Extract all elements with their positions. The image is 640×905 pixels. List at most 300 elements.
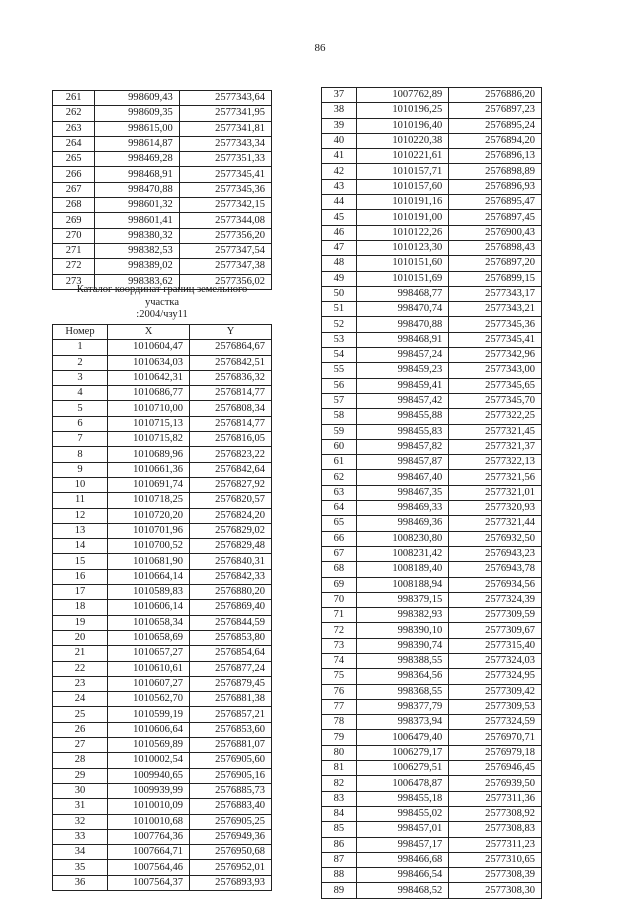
point-number: 73 — [322, 638, 357, 653]
y-coordinate: 2576824,20 — [190, 508, 272, 523]
table-row — [53, 477, 272, 492]
x-coordinate: 1008188,94 — [356, 577, 449, 592]
y-coordinate: 2577308,83 — [449, 822, 542, 837]
point-number: 17 — [53, 585, 108, 600]
table-row — [322, 317, 542, 332]
point-number: 46 — [322, 225, 357, 240]
y-coordinate: 2577321,56 — [449, 470, 542, 485]
point-number: 14 — [53, 539, 108, 554]
x-coordinate: 998467,40 — [356, 470, 449, 485]
y-coordinate: 2576853,60 — [190, 722, 272, 737]
table-row — [53, 738, 272, 753]
point-number: 21 — [53, 646, 108, 661]
y-coordinate: 2577351,33 — [179, 152, 271, 167]
y-coordinate: 2576857,21 — [190, 707, 272, 722]
table-row — [53, 615, 272, 630]
table-row — [53, 416, 272, 431]
point-number: 50 — [322, 286, 357, 301]
point-number: 4 — [53, 386, 108, 401]
point-number: 59 — [322, 424, 357, 439]
point-number: 8 — [53, 447, 108, 462]
y-coordinate: 2576897,45 — [449, 210, 542, 225]
x-coordinate: 1010010,09 — [108, 799, 190, 814]
table-row — [53, 213, 272, 228]
coordinates-table-right — [321, 87, 542, 899]
point-number: 10 — [53, 477, 108, 492]
y-coordinate: 2576932,50 — [449, 531, 542, 546]
y-coordinate: 2577321,37 — [449, 439, 542, 454]
x-coordinate: 998601,32 — [95, 198, 180, 213]
x-coordinate: 998457,82 — [356, 439, 449, 454]
point-number: 7 — [53, 432, 108, 447]
point-number: 20 — [53, 630, 108, 645]
table-row — [322, 271, 542, 286]
point-number: 76 — [322, 684, 357, 699]
point-number: 41 — [322, 149, 357, 164]
y-coordinate: 2576814,77 — [190, 416, 272, 431]
x-coordinate: 998455,83 — [356, 424, 449, 439]
point-number: 31 — [53, 799, 108, 814]
point-number: 24 — [53, 692, 108, 707]
y-coordinate: 2577343,34 — [179, 136, 271, 151]
point-number: 89 — [322, 883, 357, 898]
x-coordinate: 998389,02 — [95, 259, 180, 274]
x-coordinate: 998601,41 — [95, 213, 180, 228]
y-coordinate: 2577324,03 — [449, 653, 542, 668]
y-coordinate: 2576885,73 — [190, 783, 272, 798]
y-coordinate: 2577343,64 — [179, 91, 271, 106]
y-coordinate: 2577308,39 — [449, 868, 542, 883]
y-coordinate: 2576829,02 — [190, 523, 272, 538]
x-coordinate: 998382,93 — [356, 608, 449, 623]
y-coordinate: 2577324,59 — [449, 715, 542, 730]
catalog-title-line-2: участка — [144, 296, 180, 308]
point-number: 262 — [53, 106, 95, 121]
table-row — [53, 722, 272, 737]
point-number: 45 — [322, 210, 357, 225]
point-number: 60 — [322, 439, 357, 454]
x-coordinate: 1010607,27 — [108, 676, 190, 691]
y-coordinate: 2577308,30 — [449, 883, 542, 898]
y-coordinate: 2577345,70 — [449, 393, 542, 408]
x-coordinate: 1010720,20 — [108, 508, 190, 523]
table-row — [53, 646, 272, 661]
table-row — [322, 531, 542, 546]
x-coordinate: 998470,88 — [356, 317, 449, 332]
table-row — [53, 340, 272, 355]
y-coordinate: 2576814,77 — [190, 386, 272, 401]
point-number: 69 — [322, 577, 357, 592]
table-row — [322, 806, 542, 821]
table-row — [53, 228, 272, 243]
y-coordinate: 2576880,20 — [190, 585, 272, 600]
y-coordinate: 2576896,93 — [449, 179, 542, 194]
x-coordinate: 1010589,83 — [108, 585, 190, 600]
y-coordinate: 2576905,16 — [190, 768, 272, 783]
table-row — [53, 523, 272, 538]
point-number: 66 — [322, 531, 357, 546]
table-row — [322, 883, 542, 898]
table-row — [322, 761, 542, 776]
point-number: 57 — [322, 393, 357, 408]
point-number: 272 — [53, 259, 95, 274]
x-coordinate: 998457,01 — [356, 822, 449, 837]
x-coordinate: 998614,87 — [95, 136, 180, 151]
table-row — [322, 455, 542, 470]
point-number: 78 — [322, 715, 357, 730]
y-coordinate: 2576899,15 — [449, 271, 542, 286]
y-coordinate: 2576842,51 — [190, 355, 272, 370]
table-row — [53, 585, 272, 600]
header-number: Номер — [53, 325, 108, 340]
point-number: 77 — [322, 699, 357, 714]
y-coordinate: 2577309,59 — [449, 608, 542, 623]
table-row — [53, 121, 272, 136]
point-number: 6 — [53, 416, 108, 431]
x-coordinate: 1010691,74 — [108, 477, 190, 492]
y-coordinate: 2577309,67 — [449, 623, 542, 638]
table-row — [53, 152, 272, 167]
header-y: Y — [190, 325, 272, 340]
x-coordinate: 1006279,17 — [356, 745, 449, 760]
point-number: 265 — [53, 152, 95, 167]
point-number: 43 — [322, 179, 357, 194]
x-coordinate: 998380,32 — [95, 228, 180, 243]
table-row — [53, 600, 272, 615]
point-number: 22 — [53, 661, 108, 676]
table-row — [53, 136, 272, 151]
point-number: 44 — [322, 195, 357, 210]
table-row — [322, 501, 542, 516]
x-coordinate: 998468,91 — [95, 167, 180, 182]
table-header-row — [53, 325, 272, 340]
point-number: 74 — [322, 653, 357, 668]
x-coordinate: 998609,43 — [95, 91, 180, 106]
point-number: 87 — [322, 852, 357, 867]
coordinates-table-main — [52, 324, 272, 891]
x-coordinate: 1010700,52 — [108, 539, 190, 554]
table-row — [322, 608, 542, 623]
y-coordinate: 2577322,13 — [449, 455, 542, 470]
x-coordinate: 1010191,00 — [356, 210, 449, 225]
x-coordinate: 998466,54 — [356, 868, 449, 883]
point-number: 271 — [53, 243, 95, 258]
point-number: 3 — [53, 370, 108, 385]
table-row — [322, 179, 542, 194]
point-number: 67 — [322, 546, 357, 561]
x-coordinate: 1010123,30 — [356, 240, 449, 255]
table-row — [322, 516, 542, 531]
y-coordinate: 2576895,24 — [449, 118, 542, 133]
point-number: 32 — [53, 814, 108, 829]
table-row — [53, 860, 272, 875]
table-row — [322, 332, 542, 347]
x-coordinate: 998468,91 — [356, 332, 449, 347]
point-number: 9 — [53, 462, 108, 477]
y-coordinate: 2577345,41 — [449, 332, 542, 347]
y-coordinate: 2576844,59 — [190, 615, 272, 630]
point-number: 27 — [53, 738, 108, 753]
table-row — [322, 822, 542, 837]
x-coordinate: 998457,87 — [356, 455, 449, 470]
catalog-title-line-3: :2004/чзу11 — [136, 309, 188, 320]
x-coordinate: 1010151,69 — [356, 271, 449, 286]
point-number: 15 — [53, 554, 108, 569]
y-coordinate: 2576808,34 — [190, 401, 272, 416]
y-coordinate: 2577341,81 — [179, 121, 271, 136]
table-row — [53, 432, 272, 447]
x-coordinate: 1010634,03 — [108, 355, 190, 370]
y-coordinate: 2576897,20 — [449, 256, 542, 271]
table-row — [322, 730, 542, 745]
table-row — [322, 363, 542, 378]
x-coordinate: 1010701,96 — [108, 523, 190, 538]
table-row — [322, 868, 542, 883]
x-coordinate: 1010715,13 — [108, 416, 190, 431]
x-coordinate: 1010642,31 — [108, 370, 190, 385]
point-number: 82 — [322, 776, 357, 791]
point-number: 26 — [53, 722, 108, 737]
y-coordinate: 2577342,96 — [449, 348, 542, 363]
table-row — [322, 409, 542, 424]
y-coordinate: 2576905,25 — [190, 814, 272, 829]
point-number: 85 — [322, 822, 357, 837]
y-coordinate: 2576898,89 — [449, 164, 542, 179]
table-row — [53, 692, 272, 707]
point-number: 23 — [53, 676, 108, 691]
y-coordinate: 2576881,07 — [190, 738, 272, 753]
y-coordinate: 2577324,39 — [449, 592, 542, 607]
table-row — [322, 164, 542, 179]
y-coordinate: 2576905,60 — [190, 753, 272, 768]
table-row — [322, 393, 542, 408]
point-number: 268 — [53, 198, 95, 213]
point-number: 83 — [322, 791, 357, 806]
table-row — [53, 401, 272, 416]
table-row — [53, 182, 272, 197]
y-coordinate: 2577321,45 — [449, 424, 542, 439]
coordinates-table-top-left — [52, 90, 272, 290]
y-coordinate: 2576823,22 — [190, 447, 272, 462]
x-coordinate: 998455,88 — [356, 409, 449, 424]
table-row — [322, 88, 542, 103]
catalog-title-line-1: Каталог координат границ земельного — [76, 284, 248, 295]
point-number: 273 — [53, 274, 95, 289]
table-row — [322, 684, 542, 699]
table-row — [322, 638, 542, 653]
point-number: 39 — [322, 118, 357, 133]
x-coordinate: 1010562,70 — [108, 692, 190, 707]
point-number: 79 — [322, 730, 357, 745]
y-coordinate: 2576900,43 — [449, 225, 542, 240]
x-coordinate: 1010658,69 — [108, 630, 190, 645]
y-coordinate: 2577345,36 — [449, 317, 542, 332]
x-coordinate: 998368,55 — [356, 684, 449, 699]
table-row — [53, 355, 272, 370]
y-coordinate: 2576886,20 — [449, 88, 542, 103]
point-number: 38 — [322, 103, 357, 118]
x-coordinate: 1010604,47 — [108, 340, 190, 355]
x-coordinate: 1010661,36 — [108, 462, 190, 477]
x-coordinate: 1007564,37 — [108, 875, 190, 890]
y-coordinate: 2577345,65 — [449, 378, 542, 393]
table-row — [322, 699, 542, 714]
point-number: 53 — [322, 332, 357, 347]
point-number: 56 — [322, 378, 357, 393]
y-coordinate: 2577343,17 — [449, 286, 542, 301]
x-coordinate: 1010710,00 — [108, 401, 190, 416]
x-coordinate: 998470,88 — [95, 182, 180, 197]
table-row — [53, 707, 272, 722]
x-coordinate: 1010122,26 — [356, 225, 449, 240]
table-row — [322, 225, 542, 240]
x-coordinate: 1009939,99 — [108, 783, 190, 798]
table-row — [53, 106, 272, 121]
x-coordinate: 1008230,80 — [356, 531, 449, 546]
point-number: 16 — [53, 569, 108, 584]
y-coordinate: 2576842,33 — [190, 569, 272, 584]
point-number: 12 — [53, 508, 108, 523]
y-coordinate: 2577324,95 — [449, 669, 542, 684]
y-coordinate: 2576897,23 — [449, 103, 542, 118]
table-row — [322, 745, 542, 760]
y-coordinate: 2577347,38 — [179, 259, 271, 274]
x-coordinate: 998390,74 — [356, 638, 449, 653]
point-number: 64 — [322, 501, 357, 516]
y-coordinate: 2576949,36 — [190, 829, 272, 844]
point-number: 62 — [322, 470, 357, 485]
y-coordinate: 2577322,25 — [449, 409, 542, 424]
y-coordinate: 2576893,93 — [190, 875, 272, 890]
x-coordinate: 1010606,64 — [108, 722, 190, 737]
table-row — [53, 370, 272, 385]
point-number: 49 — [322, 271, 357, 286]
table-row — [322, 149, 542, 164]
x-coordinate: 1010157,60 — [356, 179, 449, 194]
x-coordinate: 1010606,14 — [108, 600, 190, 615]
table-row — [53, 539, 272, 554]
y-coordinate: 2577347,54 — [179, 243, 271, 258]
x-coordinate: 1007564,46 — [108, 860, 190, 875]
point-number: 266 — [53, 167, 95, 182]
x-coordinate: 1010220,38 — [356, 133, 449, 148]
y-coordinate: 2577309,42 — [449, 684, 542, 699]
x-coordinate: 998459,23 — [356, 363, 449, 378]
x-coordinate: 1007762,89 — [356, 88, 449, 103]
point-number: 68 — [322, 562, 357, 577]
y-coordinate: 2576879,45 — [190, 676, 272, 691]
point-number: 261 — [53, 91, 95, 106]
x-coordinate: 998373,94 — [356, 715, 449, 730]
x-coordinate: 1010010,68 — [108, 814, 190, 829]
point-number: 30 — [53, 783, 108, 798]
y-coordinate: 2576877,24 — [190, 661, 272, 676]
y-coordinate: 2577342,15 — [179, 198, 271, 213]
x-coordinate: 1010658,34 — [108, 615, 190, 630]
y-coordinate: 2577345,41 — [179, 167, 271, 182]
point-number: 267 — [53, 182, 95, 197]
x-coordinate: 998388,55 — [356, 653, 449, 668]
y-coordinate: 2576979,18 — [449, 745, 542, 760]
table-row — [53, 676, 272, 691]
x-coordinate: 998390,10 — [356, 623, 449, 638]
y-coordinate: 2576943,23 — [449, 546, 542, 561]
y-coordinate: 2576853,80 — [190, 630, 272, 645]
x-coordinate: 998377,79 — [356, 699, 449, 714]
point-number: 25 — [53, 707, 108, 722]
point-number: 19 — [53, 615, 108, 630]
x-coordinate: 1010718,25 — [108, 493, 190, 508]
table-row — [53, 198, 272, 213]
table-row — [322, 485, 542, 500]
table-row — [53, 493, 272, 508]
y-coordinate: 2577341,95 — [179, 106, 271, 121]
x-coordinate: 998457,17 — [356, 837, 449, 852]
table-row — [53, 783, 272, 798]
table-row — [53, 768, 272, 783]
point-number: 42 — [322, 164, 357, 179]
table-row — [53, 167, 272, 182]
table-row — [53, 91, 272, 106]
table-row — [53, 386, 272, 401]
y-coordinate: 2576946,45 — [449, 761, 542, 776]
x-coordinate: 1010689,96 — [108, 447, 190, 462]
x-coordinate: 998468,77 — [356, 286, 449, 301]
x-coordinate: 1010191,16 — [356, 195, 449, 210]
table-row — [322, 378, 542, 393]
point-number: 35 — [53, 860, 108, 875]
y-coordinate: 2576952,01 — [190, 860, 272, 875]
table-row — [53, 799, 272, 814]
y-coordinate: 2576840,31 — [190, 554, 272, 569]
table-row — [53, 845, 272, 860]
table-row — [322, 837, 542, 852]
y-coordinate: 2577321,01 — [449, 485, 542, 500]
x-coordinate: 998455,18 — [356, 791, 449, 806]
point-number: 54 — [322, 348, 357, 363]
point-number: 81 — [322, 761, 357, 776]
point-number: 63 — [322, 485, 357, 500]
y-coordinate: 2576854,64 — [190, 646, 272, 661]
table-row — [53, 462, 272, 477]
x-coordinate: 998459,41 — [356, 378, 449, 393]
table-row — [322, 791, 542, 806]
point-number: 28 — [53, 753, 108, 768]
table-row — [322, 577, 542, 592]
y-coordinate: 2576864,67 — [190, 340, 272, 355]
x-coordinate: 998469,28 — [95, 152, 180, 167]
point-number: 72 — [322, 623, 357, 638]
table-row — [322, 133, 542, 148]
point-number: 55 — [322, 363, 357, 378]
x-coordinate: 1010157,71 — [356, 164, 449, 179]
x-coordinate: 998467,35 — [356, 485, 449, 500]
y-coordinate: 2576816,05 — [190, 432, 272, 447]
y-coordinate: 2576896,13 — [449, 149, 542, 164]
point-number: 80 — [322, 745, 357, 760]
y-coordinate: 2577308,92 — [449, 806, 542, 821]
point-number: 37 — [322, 88, 357, 103]
y-coordinate: 2576950,68 — [190, 845, 272, 860]
y-coordinate: 2576895,47 — [449, 195, 542, 210]
table-row — [322, 210, 542, 225]
y-coordinate: 2576827,92 — [190, 477, 272, 492]
y-coordinate: 2576894,20 — [449, 133, 542, 148]
table-row — [53, 508, 272, 523]
table-row — [322, 118, 542, 133]
table-row — [322, 546, 542, 561]
point-number: 48 — [322, 256, 357, 271]
